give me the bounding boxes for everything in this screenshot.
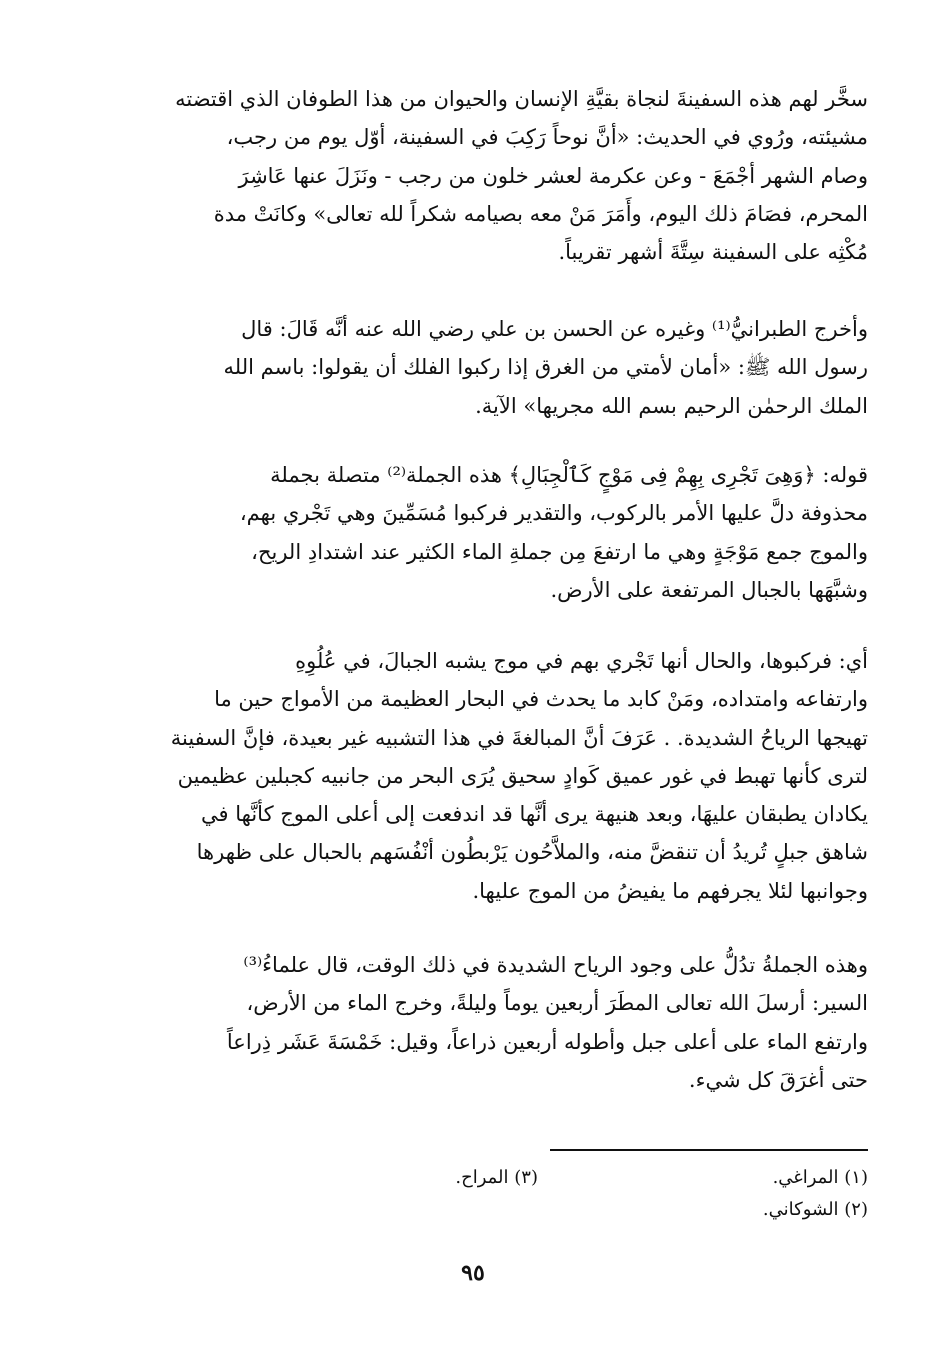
footnote-3: (٣) المراح. [455, 1167, 538, 1188]
footnote-1: (١) المراغي. [772, 1167, 868, 1188]
paragraph-3 [78, 456, 868, 609]
text-line: تهيجها الرياحُ الشديدة. . عَرَفَ أنَّ المبالغةَ في هذا التشبيه غير بعيدة، فإنَّ السفينة [170, 725, 868, 750]
footnote-row [78, 1194, 868, 1226]
text-line: المحرم، فصَامَ ذلك اليوم، وأَمَرَ مَنْ معه بصيامه شكراً لله تعالى» وكانَتْ مدة [213, 201, 868, 226]
footnote-2: (٢) الشوكاني. [762, 1199, 868, 1220]
text-line: محذوفة دلَّ عليها الأمر بالركوب، والتقدير فركبوا مُسَمِّينَ وهي تَجْري بهم، [239, 501, 868, 526]
footnote-row [78, 1162, 868, 1194]
paragraph-5 [78, 946, 868, 1099]
text-line: مشيئته، ورُوي في الحديث: «أنَّ نوحاً رَكِبَ في السفينة، أوّل يوم من رجب، [226, 125, 868, 150]
page-number: ٩٥ [461, 1260, 485, 1286]
text-line: وجوانبها لئلا يجرفهم ما يفيضُ من الموج عليها. [472, 878, 868, 903]
text-line: سخَّر لهم هذه السفينةَ لنجاة بقيَّةِ الإنسان والحيوان من هذا الطوفان الذي اقتضته [175, 87, 868, 111]
text-line: حتى أغرَقَ كل شيء. [688, 1067, 868, 1092]
text-line: قوله: ﴿وَهِىَ تَجْرِى بِهِمْ فِى مَوْجٍ كَٱلْجِبَالِ﴾ هذه الجملة⁽²⁾ متصلة بجملة [270, 463, 868, 487]
footnote-divider [550, 1149, 868, 1151]
text-line: وشبَّهَها بالجبال المرتفعة على الأرض. [550, 577, 868, 602]
text-line: وصام الشهر أجْمَعَ - وعن عكرمة لعشر خلون من رجب - ونَزَلَ عنها عَاشِرَ [238, 163, 868, 188]
page [78, 80, 868, 1330]
text-line: والموج جمع مَوْجَةٍ وهي ما ارتفعَ مِن جملةِ الماء الكثير عند اشتدادِ الريح، [251, 539, 868, 564]
text-line: لترى كأنها تهبط في غور عميق كَوادٍ سحيق يُرَى البحر من جانبيه كجبلين عظيمين [177, 763, 868, 788]
text-line: وارتفاعه وامتداده، ومَنْ كابد ما يحدث في البحار العظيمة من الأمواج حين ما [214, 687, 868, 712]
text-line: يكادان يطبقان عليهَا، وبعد هنيهة يرى أنَّها قد اندفعت إلى أعلى الموج كأنَّها في [201, 802, 868, 827]
paragraph-1 [78, 80, 868, 271]
text-line: رسول الله ﷺ: «أمان لأمتي من الغرق إذا ركبوا الفلك أن يقولوا: باسم الله [223, 355, 868, 380]
text-line: السير: أرسلَ الله تعالى المطَرَ أربعين يوماً وليلةً، وخرج الماء من الأرض، [246, 991, 868, 1016]
text-line: وهذه الجملةُ تدُلُّ على وجود الرياح الشديدة في ذلك الوقت، قال علماءُ⁽³⁾ [243, 953, 868, 977]
footnotes [78, 1162, 868, 1226]
text-line: شاهق جبلٍ تُريدُ أن تنقضَّ منه، والملاَّحُون يَرْبطُون أنْفُسَهم بالحبال على ظهرها [196, 840, 868, 865]
text-line: الملك الرحمٰن الرحيم بسم الله مجريها» الآية. [475, 393, 868, 418]
text-line: أي: فركبوها، والحال أنها تَجْري بهم في موج يشبه الجبالَ، في عُلُوِهِ [295, 649, 868, 673]
text-line: مُكْثِه على السفينة سِتَّةَ أشهر تقريباً. [558, 240, 868, 265]
text-line: وارتفع الماء على أعلى جبل وأطوله أربعين ذراعاً، وقيل: خَمْسَةَ عَشَر ذِراعاً [226, 1029, 868, 1054]
paragraph-2 [78, 310, 868, 425]
text-line: وأخرج الطبرانيُّ⁽¹⁾ وغيره عن الحسن بن علي رضي الله عنه أنَّه قَالَ: قال [241, 317, 868, 341]
paragraph-4 [78, 642, 868, 910]
